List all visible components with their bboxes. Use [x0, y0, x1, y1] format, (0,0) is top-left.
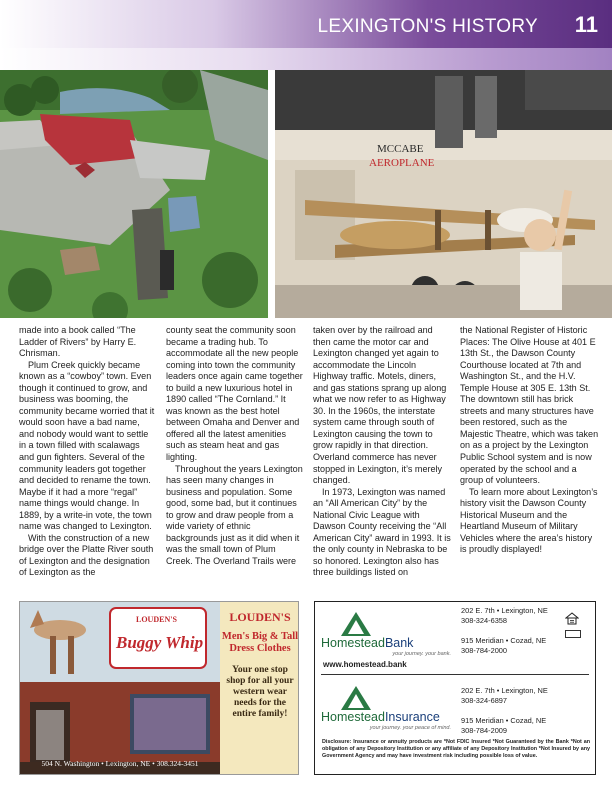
- paragraph: To learn more about Lexington’s history visit the Dawson County Historical Museum and the Heartland Museum of Military Vehicles where the area’s history is proudly displayed!: [460, 486, 598, 555]
- page-number: 11: [574, 12, 598, 37]
- paragraph: Throughout the years Lexington has seen many changes in business and population. Some good, some bad, but it continues to grow and draw people from a wide variety of ethnic backgrounds just as it did when it was the small town of Plum Creek. The Overland Trails were: [166, 463, 303, 566]
- homestead-logo-icon: [341, 612, 371, 636]
- homestead-website[interactable]: www.homestead.bank: [323, 660, 407, 669]
- store-sign-main: Buggy Whip: [116, 633, 204, 652]
- homestead-bank-tagline: your journey. your bank.: [392, 651, 451, 657]
- loudens-side-panel: [220, 602, 299, 775]
- paragraph: the National Register of Historic Places: The Olive House at 401 E 13th St., the Dawson County Courthouse located at 7th and Washington St., and the H.V. Temple House at 305 E. 13th St. The downtown still has brick streets and many structures have been restored, such as the Majestic Theatre, which was taken on as a project by the Lexington Public School system and is now operated by the school and a group of volunteers.: [460, 325, 599, 486]
- homestead-bank-name: HomesteadBank: [321, 636, 414, 650]
- store-sign-top: LOUDEN'S: [136, 615, 177, 624]
- homestead-ad[interactable]: [314, 601, 596, 775]
- loudens-address: 504 N. Washington • Lexington, NE • 308.324-3451: [41, 759, 199, 768]
- article-column-2: [166, 325, 304, 567]
- mccabe-sign-line2: AEROPLANE: [369, 157, 435, 169]
- homestead-insurance-tagline: your journey. your peace of mind.: [369, 725, 451, 731]
- insurance-address-lexington: 202 E. 7th • Lexington, NE 308-324-6897: [461, 686, 548, 705]
- homestead-bank-logo: [321, 610, 451, 657]
- equal-housing-icon: [565, 612, 579, 626]
- loudens-tagline: Men's Big & Tall Dress Clothes: [221, 631, 299, 654]
- paragraph: Plum Creek quickly became known as a “cowboy” town. Even though it continued to grow, and business was booming, the community became worried that it would soon have a bad name, and nobody would want to settle in a town filled with scalawags and gun fighters. Several of the community leaders got together and decided to rename the town. Maybe if it had a more “regal” name things would change. In 1889, by a write-in vote, the town name was changed to Lexington.: [19, 359, 155, 532]
- aerial-museum-photo: [0, 70, 268, 318]
- article-column-3: [313, 325, 451, 579]
- homestead-insurance-logo: [321, 684, 451, 731]
- aeroplane-exhibit-photo: [275, 70, 612, 318]
- loudens-pitch: Your one stop shop for all your western wear needs for the entire family!: [226, 665, 294, 719]
- paragraph: With the construction of a new bridge over the Platte River south of Lexington and the designation of Lexington as the: [19, 532, 154, 578]
- homestead-logo-icon: [341, 686, 371, 710]
- loudens-logo: LOUDEN'S: [229, 610, 291, 624]
- paragraph: county seat the community soon became a trading hub. To accommodate all the new people coming into town the community leaders once again came together to build a new luxurious hotel in 1890 called “The Cornland.” It was known as the best hotel between Omaha and Denver and offered all the latest amenities such as steam heat and gas lighting.: [166, 325, 303, 463]
- insurance-address-cozad: 915 Meridian • Cozad, NE 308-784-2009: [461, 716, 547, 735]
- header-strip: [0, 48, 612, 70]
- homestead-insurance-name: HomesteadInsurance: [321, 710, 440, 724]
- fdic-badge-icon: [565, 630, 581, 638]
- page-header: [0, 0, 612, 48]
- paragraph: taken over by the railroad and then came the motor car and Lexington changed yet again to accommodate the Lincoln Highway traffic. Motels, diners, and gas stations sprang up along what we now refer to as Highway 30. In the 1960s, the interstate system came through south of Lexington causing the town to grow rapidly in that direction. Overland commerce has never stopped in Lexington, it’s merely changed.: [313, 325, 447, 486]
- paragraph: In 1973, Lexington was named an “All American City” by the National Civic League with Dawson County receiving the “All American City” award in 1993. It is the only county in Nebraska to be so honored. Lexington also has three buildings listed on: [313, 486, 451, 578]
- ad-divider: [321, 674, 589, 675]
- insurance-disclosure: Disclosure: Insurance or annuity products are *Not FDIC Insured *Not Guaranteed by the Bank *Not an obligation of any Depository Institution or any affiliate of any Depository Institution *Not Insured by any Government Agency and may have investment risk including possible loss of value.: [322, 739, 590, 759]
- article-column-4: [460, 325, 600, 556]
- article-column-1: [19, 325, 157, 579]
- paragraph: made into a book called “The Ladder of Rivers” by Harry E. Chrisman.: [19, 325, 137, 359]
- bank-address-cozad: 915 Meridian • Cozad, NE 308-784-2000: [461, 636, 547, 655]
- loudens-ad[interactable]: [19, 601, 299, 775]
- bank-address-lexington: 202 E. 7th • Lexington, NE 308-324-6358: [461, 606, 548, 625]
- loudens-storefront-photo: [20, 602, 220, 775]
- section-title: LEXINGTON'S HISTORY: [317, 16, 538, 37]
- mccabe-sign-line1: MCCABE: [377, 143, 424, 155]
